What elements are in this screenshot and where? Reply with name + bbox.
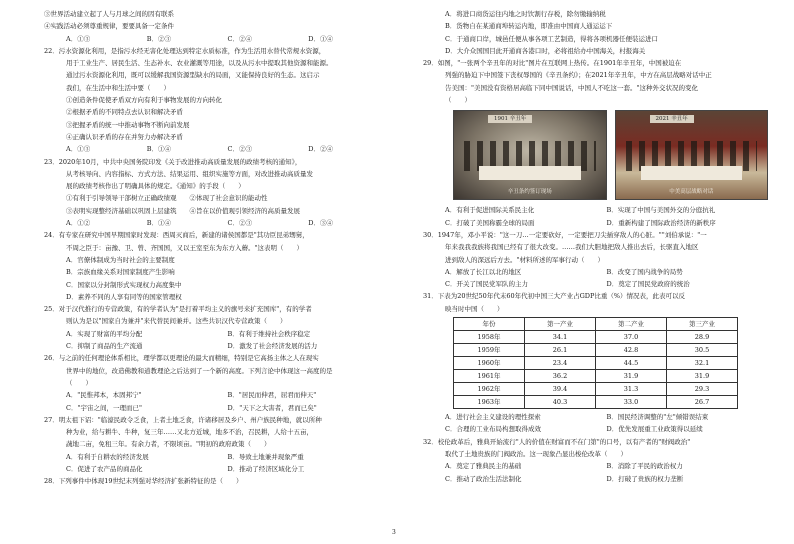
table-shape xyxy=(479,166,581,180)
text-line: 29．如图，"一张两个辛丑年的对比"图片在互联网上热传。在1901年辛丑年，中国被迫在 xyxy=(423,59,682,68)
option: D．激发了社会经济发展的活力 xyxy=(227,342,318,351)
photo-caption: 辛丑条约签订现场 xyxy=(507,189,552,196)
table-cell: 42.8 xyxy=(596,344,667,357)
table-cell: 1960年 xyxy=(454,357,525,370)
text-line: 蔬地二亩，免租三年。有余力者，不限顷亩。"明初的政府政策（ ） xyxy=(66,440,271,449)
page-number: 3 xyxy=(392,529,396,536)
text-line: 展的政绩考核作出了明确具体的规定。《通知》的手段（ ） xyxy=(66,182,245,191)
option: B．①④ xyxy=(146,145,172,154)
option: C．合理的工业布局构想取得成效 xyxy=(445,425,541,434)
text-line: 32．校伦政革后，雅典开始流行"人的价值在财富而不在门第"的口号，以有产者的"财阀政治" xyxy=(423,437,691,446)
text-line: ④实践活动必须尊重规律，要要具备一定条件 xyxy=(44,22,174,31)
q26-options xyxy=(44,389,389,414)
text-line: 年来我我我族将我国已经有了很大改变。……我们大胆地把敌人推出去后，长驱直入地区 xyxy=(445,243,699,252)
text-line: ④正确认识矛盾的存在并努力办解决矛盾 xyxy=(66,132,183,141)
text-line: 世界中的地位，改造佛教和道教理论之后达到了一个新的高度。下列言论中体现这一高度的是 xyxy=(66,366,333,375)
table-cell: 26.7 xyxy=(667,396,738,409)
option: A．"民惟邦本，本固邦宁" xyxy=(66,391,142,400)
table-cell: 29.3 xyxy=(667,383,738,396)
option: B．导致土地兼并现象严重 xyxy=(227,452,304,461)
table-cell: 28.9 xyxy=(667,331,738,344)
q32-options xyxy=(423,460,768,485)
comparison-photos xyxy=(453,110,768,200)
option: C．推动了政治生活法制化 xyxy=(445,474,522,483)
table-cell: 34.1 xyxy=(525,331,596,344)
option: D．打破了贵族的权力垄断 xyxy=(606,474,684,483)
option: D．③④ xyxy=(308,219,333,228)
q25-options xyxy=(44,328,389,353)
table-cell: 1958年 xyxy=(454,331,525,344)
photo-1901 xyxy=(453,110,607,200)
q29-options xyxy=(423,204,768,229)
text-line: 24．有专家在研究中国早期国家时发现：西周灭商后，新建的诸侯国都是"其功臣昆弟甥舅， xyxy=(44,231,309,240)
q30-options xyxy=(423,266,768,291)
option: C．打破了美国称霸全球的局面 xyxy=(445,218,535,227)
table-cell: 1962年 xyxy=(454,383,525,396)
option: A．将进口商货运往内地之时饮割行存税，除勿缴输纳税 xyxy=(445,10,606,18)
option: A．奠定了雅典民主的基础 xyxy=(445,462,522,471)
option: C．国家以分封制形式实现权力高度集中 xyxy=(66,280,182,289)
text-line: 25．对于汉代推行的专营政策，有的学者认为"是打着平均主义的旗号来扩充国库"，有的学者 xyxy=(44,305,312,314)
text-line: 27．明太祖下诏："临濠民政令乏食，上者土地乏食，许诸移居及乡户、州户族民种地，就以所种 xyxy=(44,415,322,424)
table-header: 年份 xyxy=(454,318,525,331)
option: A．官僚体制成为当时社会的主要制度 xyxy=(66,255,175,264)
photo-tag: 2021 辛丑年 xyxy=(650,115,694,123)
photo-2021 xyxy=(615,110,769,200)
option: C．于通商口岸，城邑任便从事各项工艺制造，得将各项机器任便装运进口 xyxy=(445,34,658,43)
table-cell: 32.1 xyxy=(667,357,738,370)
right-column xyxy=(423,8,768,485)
option: A．①③ xyxy=(66,145,91,154)
text-line: 种为业，给与耕牛、牛种，复三年……又北方近城，地多不治，召民耕，人给十五亩， xyxy=(66,428,313,437)
text-line: ②根据矛盾的不同特点去认识和解决矛盾 xyxy=(66,108,183,117)
table-cell: 39.4 xyxy=(525,383,596,396)
option: D．奠定了国民党政府的统治 xyxy=(606,280,690,289)
table-header: 第一产业 xyxy=(525,318,596,331)
text-line: 我们，在生活中和生活中要（ ） xyxy=(66,83,170,92)
table-cell: 1961年 xyxy=(454,370,525,383)
q31-options xyxy=(423,411,768,436)
option: D．"天下之大害者，君而已矣" xyxy=(227,403,317,412)
text-line: 从考核导向、内容指标、方式方法、结果运用、组织实施等方面，对改进推动高质量发 xyxy=(66,169,313,178)
text-line: 则认为是以"国家自为兼并"来代替民间兼并。这些共识汉代专营政策（ ） xyxy=(66,317,287,326)
table-cell: 33.0 xyxy=(596,396,667,409)
left-column xyxy=(44,8,389,488)
text-line: 映当时中国（ ） xyxy=(445,304,504,313)
option: B．②③ xyxy=(146,34,172,43)
option: D．②④ xyxy=(308,145,333,154)
option: B．实现了中国与美国外交的分庭抗礼 xyxy=(606,206,716,215)
option: D．推动了经济区域化分工 xyxy=(227,464,305,473)
option: A．进行社会主义建设的理性探索 xyxy=(445,413,541,422)
option: A．①② xyxy=(66,219,91,228)
option: A．实现了财富的平均分配 xyxy=(66,329,143,338)
option: B．消除了平民的政治权力 xyxy=(606,462,683,471)
table-shape xyxy=(641,166,743,180)
table-cell: 23.4 xyxy=(525,357,596,370)
text-line: 告美国："美国没有资格居高临下同中国说话，中国人不吃这一套。"这种外交状况的变化 xyxy=(445,83,698,92)
option: C．②③ xyxy=(227,219,252,228)
text-line: 22．污水资源化利用，是指污水经无害化处理达到特定水质标准，作为生活用水替代常规水资源， xyxy=(44,46,326,55)
text-line: 取代了土地贵族的门阀政治。这一现象凸显出梭伦改革（ ） xyxy=(445,449,627,458)
text-line: 30．1947年，邓小平说："这一刀…一定要砍好，一定要把刀尖插穿敌人的心脏。""刘伯承说："一 xyxy=(423,230,707,239)
table-cell: 31.9 xyxy=(596,370,667,383)
option: A．①③ xyxy=(66,34,91,43)
option: B．①④ xyxy=(146,219,172,228)
q21-options xyxy=(44,33,389,45)
option: B．"居民而伸君，屈君而伸天" xyxy=(227,391,317,400)
table-cell: 40.3 xyxy=(525,396,596,409)
option: D．素养不同的人享有同等的国家管理权 xyxy=(66,292,182,301)
table-cell: 37.0 xyxy=(596,331,667,344)
text-line: 进到敌人的深远后方去。"材料所述的军事行动（ ） xyxy=(445,255,604,264)
table-row xyxy=(454,344,738,357)
option: A．有利于自耕农的经济发展 xyxy=(66,452,149,461)
option: A．解放了长江以北的地区 xyxy=(445,267,522,276)
text-line: ①有利于引导领导干部树立正确政绩观 ②体现了社会意识的能动性 xyxy=(66,194,268,203)
text-line: ③把握矛盾的统一中推动事物不断向前发展 xyxy=(66,120,190,129)
photo-tag: 1901 辛丑年 xyxy=(488,115,532,123)
option: B．国民经济调整的"左"倾错误结束 xyxy=(606,413,709,422)
text-line: ①创造条件促使矛盾双方向有利于事物发展的方向转化 xyxy=(66,96,222,105)
option: C．开关了国民党军队的主力 xyxy=(445,280,528,289)
table-header: 第三产业 xyxy=(667,318,738,331)
option: B．有利于维持社会秩序稳定 xyxy=(227,329,311,338)
table-row xyxy=(454,396,738,409)
option: D．大介众国国目此开通商各港口时，必将祖给办中国海关，村报海关 xyxy=(445,46,646,55)
table-cell: 36.2 xyxy=(525,370,596,383)
text-line: 用于工业生产、居民生活、生态补水、农业灌溉等用途，以及从污水中提取其他资源和能源。 xyxy=(66,59,333,68)
text-line: ③世界活动建立起了人与月球之间的因有联系 xyxy=(44,10,174,18)
option: D．重新构建了国际政治经济的新秩序 xyxy=(606,218,716,227)
option: B．宗族血缘关系对国家制度产生影响 xyxy=(66,268,175,277)
option: A．有利于促进国际关系民主化 xyxy=(445,206,535,215)
table-row xyxy=(454,357,738,370)
table-cell: 30.5 xyxy=(667,344,738,357)
text-line: ③表明实现整经济基础以巩固上层建筑 ④旨在以价值观引领经济的高质量发展 xyxy=(66,206,300,215)
text-line: 28．下列事件中体现19世纪末列强对华经济扩张新特征的是（ ） xyxy=(44,477,243,486)
option: C．②③ xyxy=(227,145,252,154)
gdp-table xyxy=(453,317,738,409)
text-line: 不周之臣于：亩豫、卫、曾、齐国国，又以王室至东为东方入蘑。"这表明（ ） xyxy=(66,243,303,252)
text-line: 26．与之前的任何理论体系相比，理学都以更理论的最大而精细，特别是它高扬主体之人在现实 xyxy=(44,354,319,363)
option: B．货物自在某通商埠转运内地，即准由中国商人通运运下 xyxy=(445,22,613,31)
table-row xyxy=(454,370,738,383)
text-line: （ ） xyxy=(66,378,92,387)
option: C．②④ xyxy=(227,34,252,43)
option: C．"宇宙之间，一理而已" xyxy=(66,403,142,412)
option: C．促进了农产品的商品化 xyxy=(66,464,143,473)
table-cell: 44.5 xyxy=(596,357,667,370)
table-cell: 31.3 xyxy=(596,383,667,396)
q22-options xyxy=(44,143,389,155)
table-header: 第二产业 xyxy=(596,318,667,331)
option: D．①④ xyxy=(308,34,333,43)
q27-options xyxy=(44,451,389,476)
table-row xyxy=(454,331,738,344)
photo-caption: 中美高层战略对话 xyxy=(669,189,714,196)
table-cell: 31.9 xyxy=(667,370,738,383)
table-header-row xyxy=(454,318,738,331)
option: C．抑制了商品的生产流通 xyxy=(66,342,143,351)
text-line: 列强的胁迫下中国签下丧权辱国的《辛丑条约》；在2021年辛丑年，中方在高层战略对话中正 xyxy=(445,71,712,80)
q23-options xyxy=(44,217,389,229)
table-row xyxy=(454,383,738,396)
table-cell: 1959年 xyxy=(454,344,525,357)
text-line: 31．下表为20世纪50年代末60年代初中国三大产业占GDP比重（%）情况表，此表可以反 xyxy=(423,292,686,301)
text-line: 23．2020年10月，中共中央国务院印发《关于改进推动高质量发展的政绩考核的通知》， xyxy=(44,157,302,166)
table-cell: 1963年 xyxy=(454,396,525,409)
text-line: （ ） xyxy=(445,96,471,105)
option: D．优先发展重工业政策得以延续 xyxy=(606,425,703,434)
text-line: 通过污水资源化利用，既可以缓解我国资源型缺水的局面，又能保持良好的生态。这启示 xyxy=(66,71,320,80)
table-cell: 26.1 xyxy=(525,344,596,357)
option: B．改变了国内战争的局势 xyxy=(606,267,683,276)
